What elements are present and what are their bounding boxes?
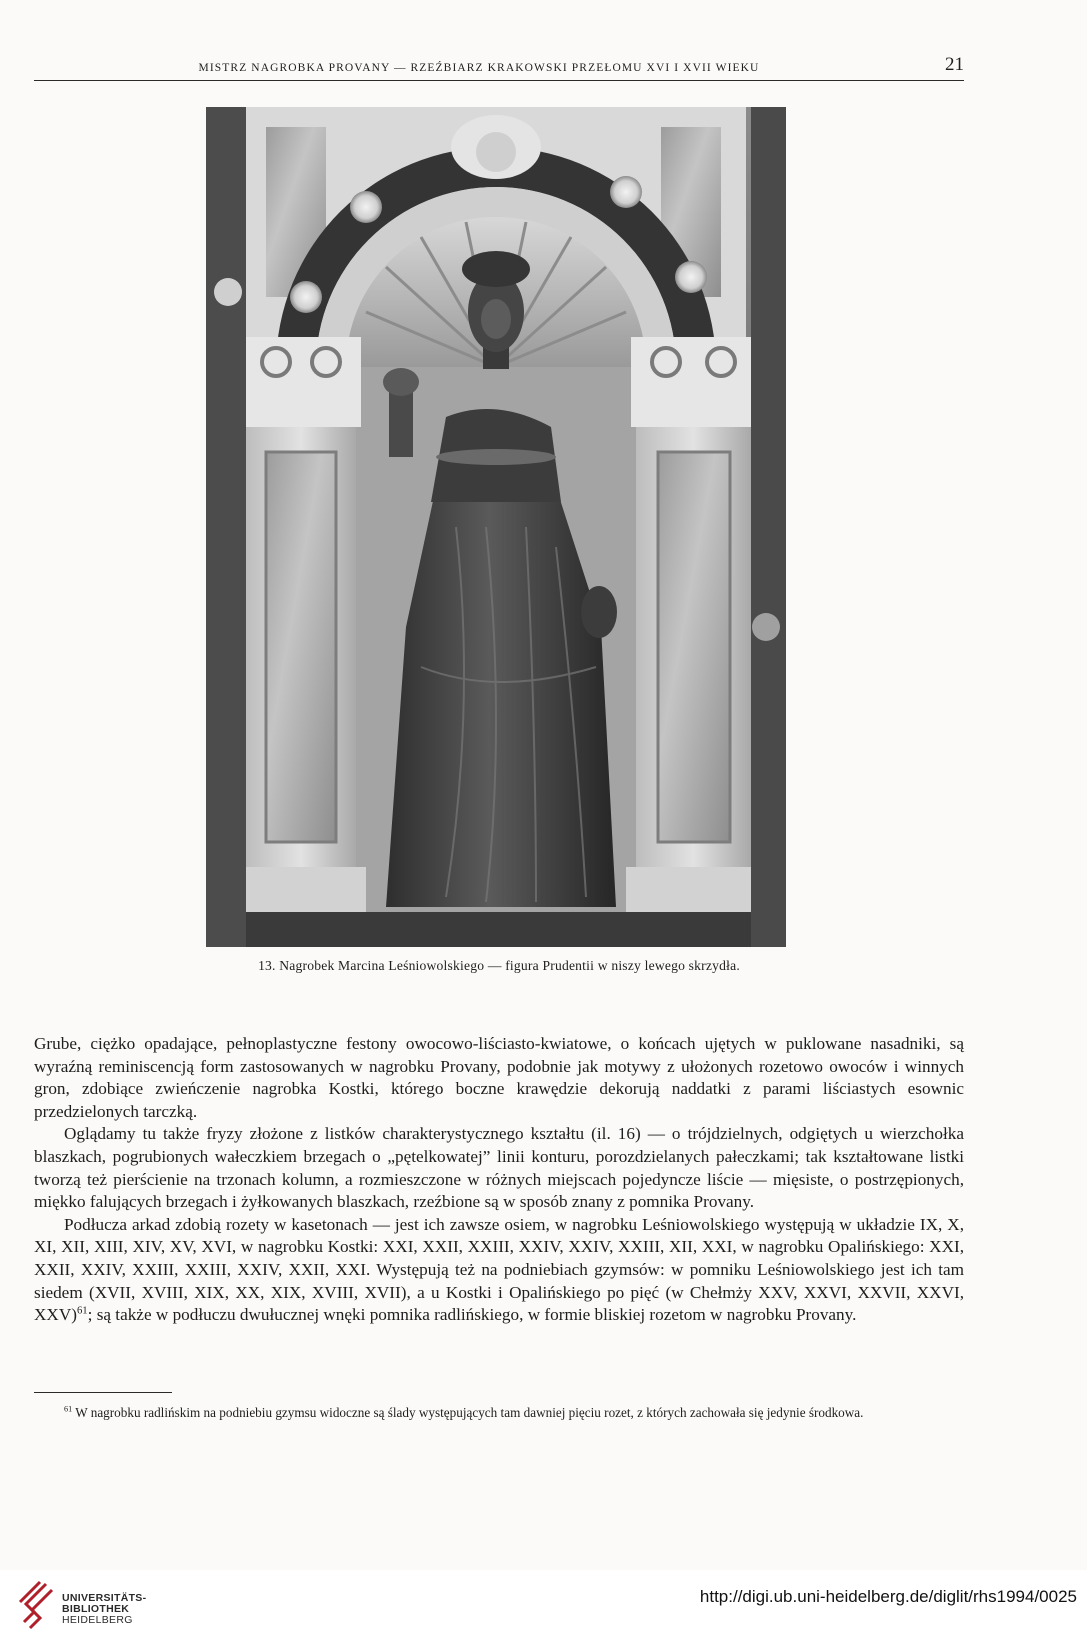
library-name [62, 1593, 146, 1626]
library-name-line-1: UNIVERSITÄTS- [62, 1592, 147, 1604]
paragraph-1: Grube, ciężko opadające, pełnoplastyczne festony owocowo-liściasto-kwiatowe, o końcach ujętych w puklowane nasadniki, są wyraźną reminiscencją form zastosowanych w nagrobku Provany, podobnie jak motywy z ułożonych rozetowo owoców i winnych gron, zdobiące zwieńczenie nagrobka Kostki, którego boczne krawędzie dekorują naddatki z parami liściastych esownic przedzielonych tarczką. [34, 1034, 964, 1121]
body-text [34, 1033, 964, 1327]
page-number: 21 [945, 54, 964, 75]
footnote [34, 1403, 964, 1422]
footnote-number: 61 [64, 1404, 73, 1414]
library-name-line-2: BIBLIOTHEK [62, 1603, 130, 1615]
paragraph-2: Oglądamy tu także fryzy złożone z listków charakterystycznego kształtu (il. 16) — o trójdzielnych, odgiętych u wierzchołka blaszkach, pogrubionych wałeczkiem brzegach o „pętelkowatej” linii konturu, porozdzielanych pałeczkami; tak kształtowane listki tworzą też pierścienie na trzonach kolumn, a rozmieszczone w różnych miejscach pojedyncze liście — mięsiste, o postrzępionych, miękko falujących brzegach i żyłkowanych blaszkach, rzeźbione są w sposób znany z pomnika Provany. [34, 1124, 964, 1212]
running-title: MISTRZ NAGROBKA PROVANY — RZEŹBIARZ KRAKOWSKI PRZEŁOMU XVI I XVII WIEKU [198, 62, 760, 74]
figure-caption: 13. Nagrobek Marcina Leśniowolskiego — figura Prudentii w niszy lewego skrzydła. [258, 958, 740, 973]
footnote-text: W nagrobku radlińskim na podniebiu gzymsu widoczne są ślady występujących tam dawniej pięciu rozet, z których zachowała się jedynie środkowa. [72, 1405, 864, 1420]
paragraph-3-text-end: ; są także w podłuczu dwułucznej wnęki pomnika radlińskiego, w formie bliskiej rozetom w nagrobku Provany. [87, 1305, 857, 1325]
heidelberg-library-logo-icon [16, 1580, 56, 1641]
paragraph-3 [34, 1214, 964, 1327]
digitization-footer [0, 1570, 1087, 1648]
prudentia-figure-image [206, 107, 786, 947]
library-name-line-3: HEIDELBERG [62, 1614, 133, 1626]
source-url-link[interactable]: http://digi.ub.uni-heidelberg.de/diglit/rhs1994/0025 [699, 1587, 1077, 1606]
running-head [34, 56, 964, 81]
paragraph-3-text: Podłucza arkad zdobią rozety w kasetonach — jest ich zawsze osiem, w nagrobku Leśniowolskiego występują w układzie IX, X, XI, XII, XIII, XIV, XV, XVI, w nagrobku Kostki: XXI, XXII, XXIII, XXIV, XXIV, XXIII, XII, XXI, w nagrobku Opalińskiego: XXI, XXII, XXIV, XXIII, XXIII, XXIV, XXII, XXI. Występują też na podniebiach gzymsów: w pomniku Leśniowolskiego jest ich tam siedem (XVII, XVIII, XIX, XX, XIX, XVIII, XVII), a u Kostki i Opalińskiego po pięć (w Chełmży XXV, XXVI, XXVII, XXVI, XXV) [34, 1214, 964, 1325]
sculpture-photograph [206, 107, 786, 947]
footnote-reference[interactable]: 61 [76, 1305, 88, 1317]
footnote-separator [34, 1392, 172, 1393]
